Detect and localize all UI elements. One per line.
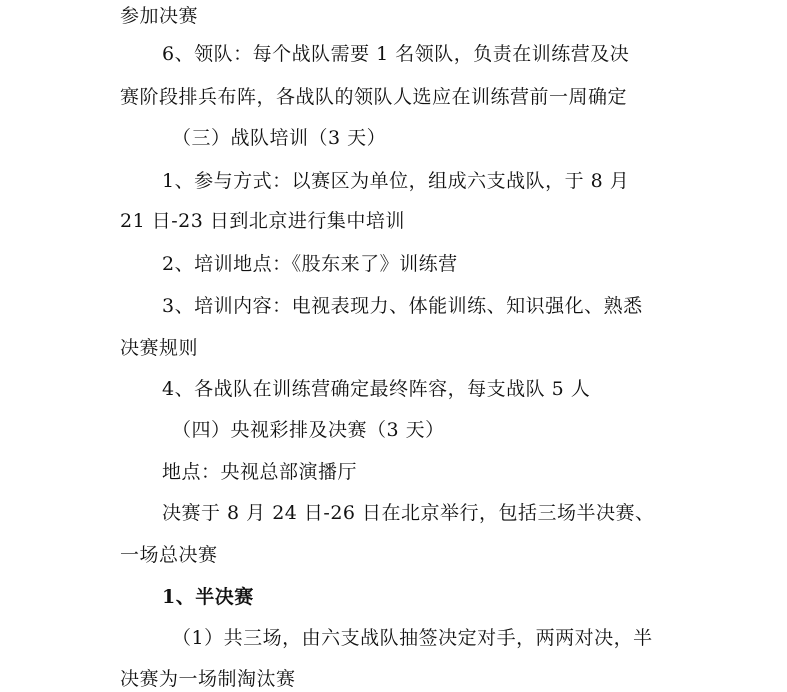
text-line: 2、培训地点：《股东来了》训练营 (162, 253, 458, 275)
text-line: 决赛规则 (120, 337, 199, 359)
text-line: 21 日-23 日到北京进行集中培训 (120, 210, 405, 232)
text-line: 3、培训内容：电视表现力、体能训练、知识强化、熟悉 (162, 295, 643, 317)
text-line: 1、参与方式：以赛区为单位，组成六支战队，于 8 月 (162, 170, 630, 192)
section-heading: （四）央视彩排及决赛（3 天） (172, 419, 445, 441)
text-line: 赛阶段排兵布阵，各战队的领队人选应在训练营前一周确定 (120, 86, 628, 108)
text-line: 6、领队：每个战队需要 1 名领队，负责在训练营及决 (162, 43, 630, 65)
text-line: 决赛为一场制淘汰赛 (120, 668, 296, 690)
text-line: 决赛于 8 月 24 日-26 日在北京举行，包括三场半决赛、 (162, 502, 655, 524)
text-line: 一场总决赛 (120, 544, 218, 566)
text-line: （1）共三场，由六支战队抽签决定对手，两两对决，半 (172, 627, 653, 649)
text-line: 参加决赛 (120, 5, 199, 27)
text-line: 地点：央视总部演播厅 (162, 461, 358, 483)
section-heading: （三）战队培训（3 天） (172, 127, 387, 149)
text-line: 4、各战队在训练营确定最终阵容，每支战队 5 人 (162, 378, 591, 400)
subsection-heading: 1、半决赛 (162, 586, 254, 608)
